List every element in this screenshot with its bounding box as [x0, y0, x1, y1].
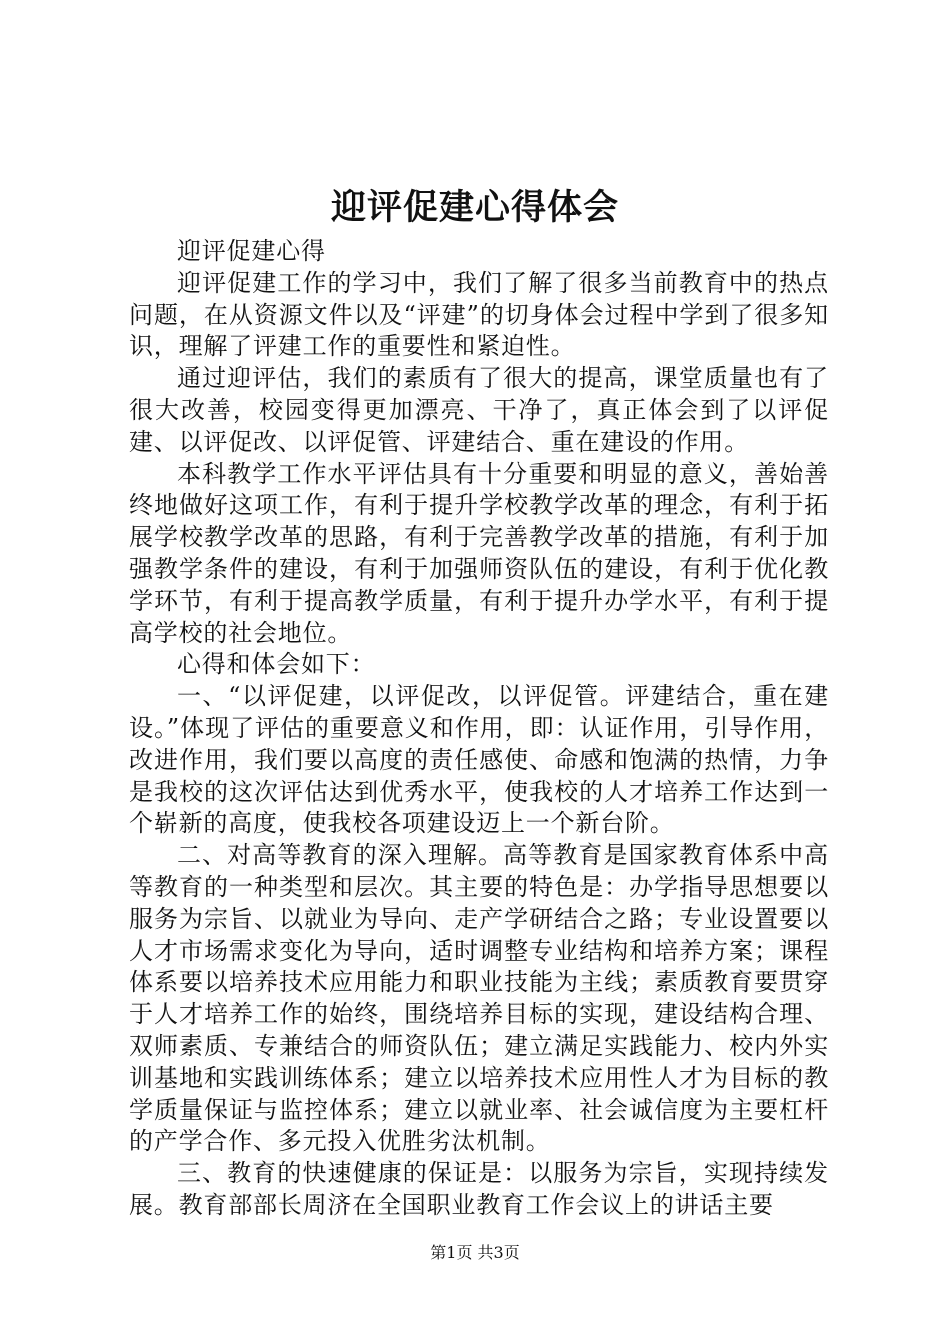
paragraph-heading-thoughts: 心得和体会如下：: [177, 650, 376, 679]
document-body: [129, 236, 829, 1222]
page-number-footer: 第1页 共3页: [430, 1243, 520, 1262]
paragraph-significance: 本科教学工作水平评估具有十分重要和明显的意义，善始善终地做好这项工作，有利于提升学校教学改革的理念，有利于拓展学校教学改革的思路，有利于完善教学改革的措施，有利于加强教学条件的建设，有利于加强师资队伍的建设，有利于优化教学环节，有利于提高教学质量，有利于提升办学水平，有利于提高学校的社会地位。: [129, 459, 829, 647]
paragraph-intro: 迎评促建工作的学习中，我们了解了很多当前教育中的热点问题，在从资源文件以及“评建”的切身体会过程中学到了很多知识，理解了评建工作的重要性和紧迫性。: [129, 268, 829, 361]
paragraph-subtitle: 迎评促建心得: [177, 237, 326, 265]
paragraph-improvement: 通过迎评估，我们的素质有了很大的提高，课堂质量也有了很大改善，校园变得更加漂亮、干净了，真正体会到了以评促建、以评促改、以评促管、评建结合、重在建设的作用。: [129, 364, 829, 456]
document-title: 迎评促建心得体会: [330, 187, 619, 228]
paragraph-point-one: 一、“以评促建，以评促改，以评促管。评建结合，重在建设。”体现了评估的重要意义和作用，即：认证作用，引导作用，改进作用，我们要以高度的责任感使、命感和饱满的热情，力争是我校的这次评估达到优秀水平，使我校的人才培养工作达到一个崭新的高度，使我校各项建设迈上一个新台阶。: [129, 682, 829, 838]
paragraph-point-three: 三、教育的快速健康的保证是：以服务为宗旨，实现持续发展。教育部部长周济在全国职业教育工作会议上的讲话主要: [129, 1159, 829, 1219]
paragraph-point-two: 二、对高等教育的深入理解。高等教育是国家教育体系中高等教育的一种类型和层次。其主要的特色是：办学指导思想要以服务为宗旨、以就业为导向、走产学研结合之路；专业设置要以人才市场需求变化为导向，适时调整专业结构和培养方案；课程体系要以培养技术应用能力和职业技能为主线；素质教育要贯穿于人才培养工作的始终，围绕培养目标的实现，建设结构合理、双师素质、专兼结合的师资队伍；建立满足实践能力、校内外实训基地和实践训练体系；建立以培养技术应用性人才为目标的教学质量保证与监控体系；建立以就业率、社会诚信度为主要杠杆的产学合作、多元投入优胜劣汰机制。: [129, 841, 829, 1156]
